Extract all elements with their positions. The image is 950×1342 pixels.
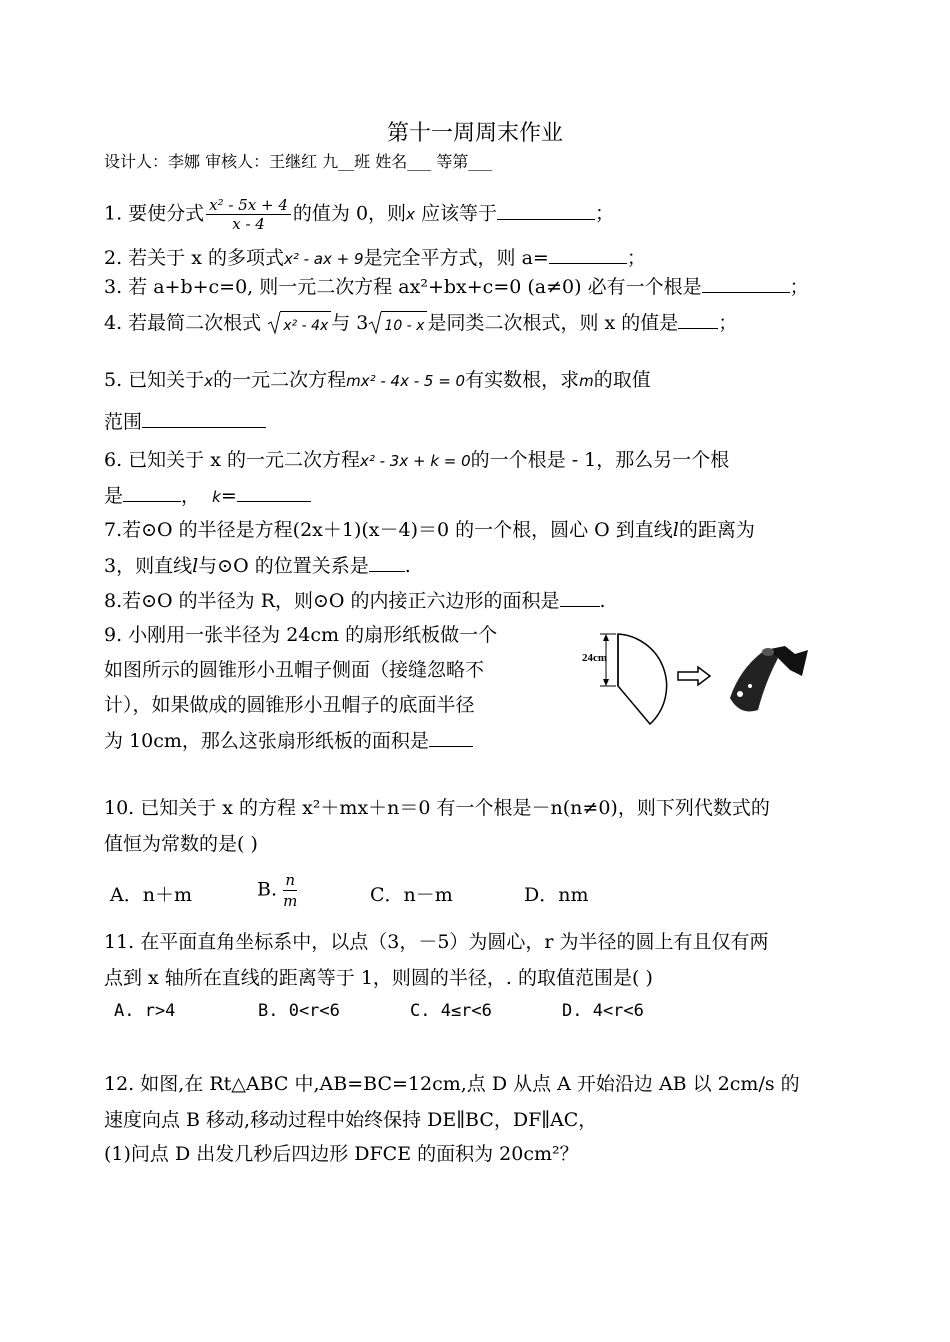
q1-text: 1. 要使分式 (104, 202, 205, 225)
q10-option-c[interactable]: C．n－m (370, 884, 453, 906)
q10-option-a[interactable]: A．n＋m (110, 884, 192, 906)
clown-hat-figure (580, 628, 830, 738)
question-7: 7.若⊙O 的半径是方程(2x＋1)(x－4)＝0 的一个根，圆心 O 到直线l的距离为 (104, 519, 755, 541)
answer-blank[interactable] (237, 483, 311, 502)
question-7-cont: 3，则直线l与⊙O 的位置关系是 . (104, 555, 411, 577)
question-12-line-1: 12. 如图,在 Rt△ABC 中,AB=BC=12cm,点 D 从点 A 开始沿边 AB 以 2cm/s 的 (104, 1073, 800, 1095)
answer-blank[interactable] (560, 588, 600, 607)
answer-blank[interactable] (549, 245, 627, 264)
q11-option-a[interactable]: A. r>4 (114, 1001, 176, 1021)
question-2: 2. 若关于 x 的多项式x² - ax + 9是完全平方式，则 a= ； (104, 247, 646, 269)
question-12-line-2: 速度向点 B 移动,移动过程中始终保持 DE∥BC，DF∥AC， (104, 1109, 598, 1131)
question-6: 6. 已知关于 x 的一元二次方程x² - 3x + k = 0的一个根是 - 1，那么另一个根 (104, 449, 730, 471)
page-title: 第十一周周末作业 (386, 121, 563, 146)
answer-blank[interactable] (123, 483, 181, 502)
q11-option-c[interactable]: C. 4≤r<6 (410, 1001, 492, 1021)
answer-blank[interactable] (142, 409, 266, 428)
q11-option-b[interactable]: B. 0<r<6 (258, 1001, 340, 1021)
question-9-line-4: 为 10cm，那么这张扇形纸板的面积是 (104, 728, 473, 753)
question-8: 8.若⊙O 的半径为 R，则⊙O 的内接正六边形的面积是 . (104, 590, 606, 612)
answer-blank[interactable] (497, 201, 595, 220)
question-3: 3. 若 a+b+c=0, 则一元二次方程 ax²+bx+c=0 (a≠0) 必有一个根是 ； (104, 276, 809, 298)
question-5-cont: 范围 (104, 409, 266, 434)
figure-radius-label: 24cm (582, 652, 608, 664)
question-12-line-3: (1)问点 D 出发几秒后四边形 DFCE 的面积为 20cm²？ (104, 1143, 579, 1165)
answer-blank[interactable] (678, 310, 718, 329)
question-9-line-3: 计），如果做成的圆锥形小丑帽子的底面半径 (104, 694, 475, 716)
q4-radical-2: 10 - x (368, 311, 427, 338)
question-11-line-1: 11. 在平面直角坐标系中，以点（3，－5）为圆心，r 为半径的圆上有且仅有两 (104, 931, 769, 953)
answer-blank[interactable] (702, 274, 790, 293)
answer-blank[interactable] (369, 553, 405, 572)
q4-radical-1: x² - 4x (267, 311, 331, 338)
question-5: 5. 已知关于x的一元二次方程mx² - 4x - 5 = 0有实数根，求m的取值 (104, 369, 651, 391)
question-10-line-1: 10. 已知关于 x 的方程 x²＋mx＋n＝0 有一个根是－n(n≠0)，则下列代数式的 (104, 797, 770, 819)
question-11-line-2: 点到 x 轴所在直线的距离等于 1，则圆的半径，. 的取值范围是( ) (104, 967, 653, 989)
q10-option-d[interactable]: D．nm (524, 884, 589, 906)
question-9-line-1: 9. 小刚用一张半径为 24cm 的扇形纸板做一个 (104, 624, 498, 646)
question-10-line-2: 值恒为常数的是( ) (104, 833, 258, 855)
q1-fraction: $\frac{\text{x² - 5x + 4}}{x - 4}$ (206, 196, 291, 233)
answer-blank[interactable] (429, 728, 473, 747)
question-6-cont: 是 ， k= (104, 483, 311, 509)
q10-option-b-fraction: $\frac{n}{m}$ (283, 871, 298, 910)
question-4: 4. 若最简二次根式 x² - 4x 与 3 10 - x 是同类二次根式，则 x 的值是 ； (104, 310, 737, 338)
question-1: 1. 要使分式 $\frac{\text{x² - 5x + 4}}{x - 4}$ 的值为 0，则x 应该等于 ； (104, 196, 614, 233)
q10-option-b[interactable]: B. $\frac{n}{m}$ (257, 871, 298, 910)
question-9-line-2: 如图所示的圆锥形小丑帽子侧面（接缝忽略不 (104, 659, 485, 681)
sector-diagram (580, 628, 830, 738)
q11-option-d[interactable]: D. 4<r<6 (562, 1001, 644, 1021)
meta-line: 设计人：李娜 审核人：王继红 九__班 姓名___ 等第___ (104, 152, 493, 171)
